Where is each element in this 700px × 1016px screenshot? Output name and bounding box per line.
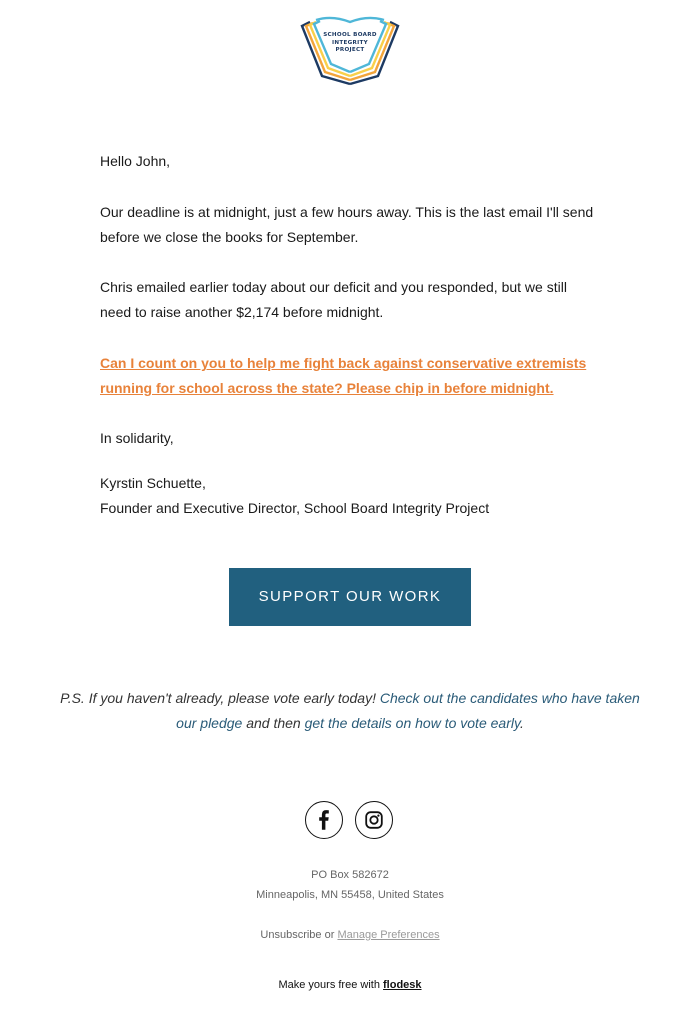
ps-prefix: P.S. If you haven't already, please vote early today! — [60, 690, 380, 706]
ps-suffix: . — [519, 715, 524, 731]
logo-text — [296, 32, 404, 55]
address-line-1: PO Box 582672 — [311, 869, 389, 881]
or-text: or — [321, 929, 338, 941]
closing — [100, 426, 600, 451]
greeting-text: Hello John, — [100, 153, 171, 169]
ps-middle: and then — [242, 715, 305, 731]
logo-line-2: INTEGRITY — [332, 39, 368, 46]
logo-line-1: SCHOOL BOARD — [323, 32, 377, 38]
facebook-icon — [316, 810, 332, 830]
made-with-row — [0, 979, 700, 991]
logo-line-3: PROJECT — [335, 47, 365, 54]
paragraph-deadline-text: Our deadline is at midnight, just a few hours away. This is the last email I'll send before we close the books for September. — [100, 204, 594, 245]
instagram-icon — [365, 811, 383, 829]
signature — [100, 471, 600, 521]
signature-title: Founder and Executive Director, School Board Integrity Project — [100, 500, 490, 516]
cta-donate-link[interactable]: Can I count on you to help me fight back against conservative extremists running for school across the state? Please chip in before midnight. — [100, 355, 587, 396]
flodesk-link[interactable]: flodesk — [383, 979, 422, 991]
manage-preferences-link[interactable]: Manage Preferences — [337, 929, 440, 941]
made-with-text: Make yours free with — [278, 979, 384, 991]
paragraph-deficit — [100, 275, 580, 325]
instagram-button[interactable] — [355, 801, 393, 839]
cta-paragraph — [100, 351, 600, 401]
closing-text: In solidarity, — [100, 430, 174, 446]
paragraph-deadline — [100, 200, 605, 250]
address-line-2: Minneapolis, MN 55458, United States — [256, 889, 444, 901]
unsubscribe-link[interactable]: Unsubscribe — [260, 929, 322, 941]
ps-paragraph — [50, 686, 650, 736]
facebook-button[interactable] — [305, 801, 343, 839]
logo — [296, 14, 404, 90]
support-our-work-button[interactable]: SUPPORT OUR WORK — [229, 568, 471, 626]
paragraph-deficit-text: Chris emailed earlier today about our deficit and you responded, but we still need to raise another $2,174 before midnight. — [100, 279, 567, 320]
candidates-pledge-link[interactable]: Check out the candidates who have taken our pledge — [176, 690, 640, 731]
signature-name: Kyrstin Schuette, — [100, 475, 206, 491]
greeting — [100, 149, 600, 174]
vote-early-details-link[interactable]: get the details on how to vote early — [304, 715, 520, 731]
preferences-row — [0, 929, 700, 941]
